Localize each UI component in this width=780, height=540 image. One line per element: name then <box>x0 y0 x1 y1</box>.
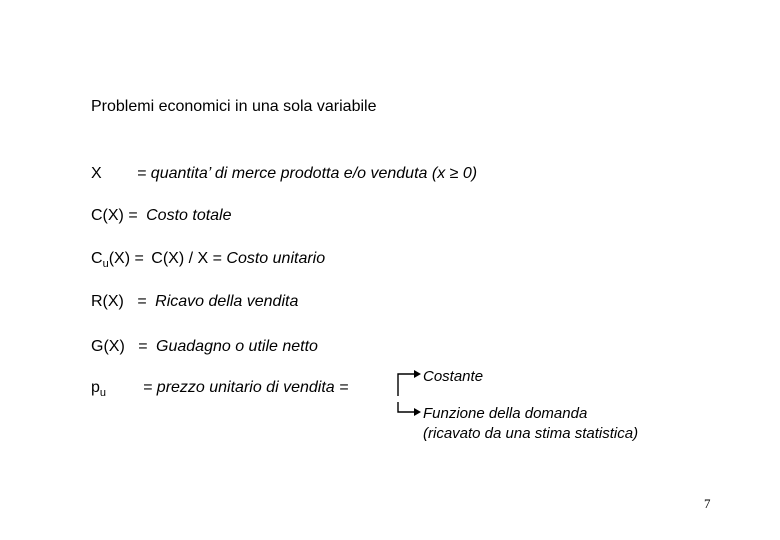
equals: = <box>138 338 148 355</box>
slide-title: Problemi economici in una sola variabile <box>91 98 377 115</box>
unit-cost-row <box>91 249 325 270</box>
definition-price: = prezzo unitario di vendita = <box>143 379 349 396</box>
price-option-demand: Funzione della domanda <box>423 405 588 422</box>
definition-unit-cost: Costo unitario <box>226 250 326 267</box>
definition-revenue: Ricavo della vendita <box>155 293 299 310</box>
symbol-x: X <box>91 165 102 182</box>
profit-row <box>91 337 318 357</box>
symbol-revenue: R(X) <box>91 293 124 310</box>
symbol-cost: C(X) = <box>91 207 138 224</box>
price-option-demand-note: (ricavato da una stima statistica) <box>423 425 639 442</box>
revenue-row <box>91 292 298 312</box>
symbol-profit: G(X) <box>91 338 125 355</box>
definition-cost: Costo totale <box>146 207 232 224</box>
equals: = <box>137 293 147 310</box>
cost-row <box>91 206 232 226</box>
unit-cost-formula: C(X) / X = <box>151 250 222 267</box>
symbol-unit-cost: $C_u(X)$ = <box>91 250 144 270</box>
page-number: 7 <box>704 496 711 511</box>
definition-profit: Guadagno o utile netto <box>156 338 318 355</box>
definition-x: = quantita’ di merce prodotta e/o venduta (x ≥ 0) <box>137 165 478 182</box>
symbol-price: $p_u$ <box>91 379 107 399</box>
price-option-constant: Costante <box>423 368 484 385</box>
